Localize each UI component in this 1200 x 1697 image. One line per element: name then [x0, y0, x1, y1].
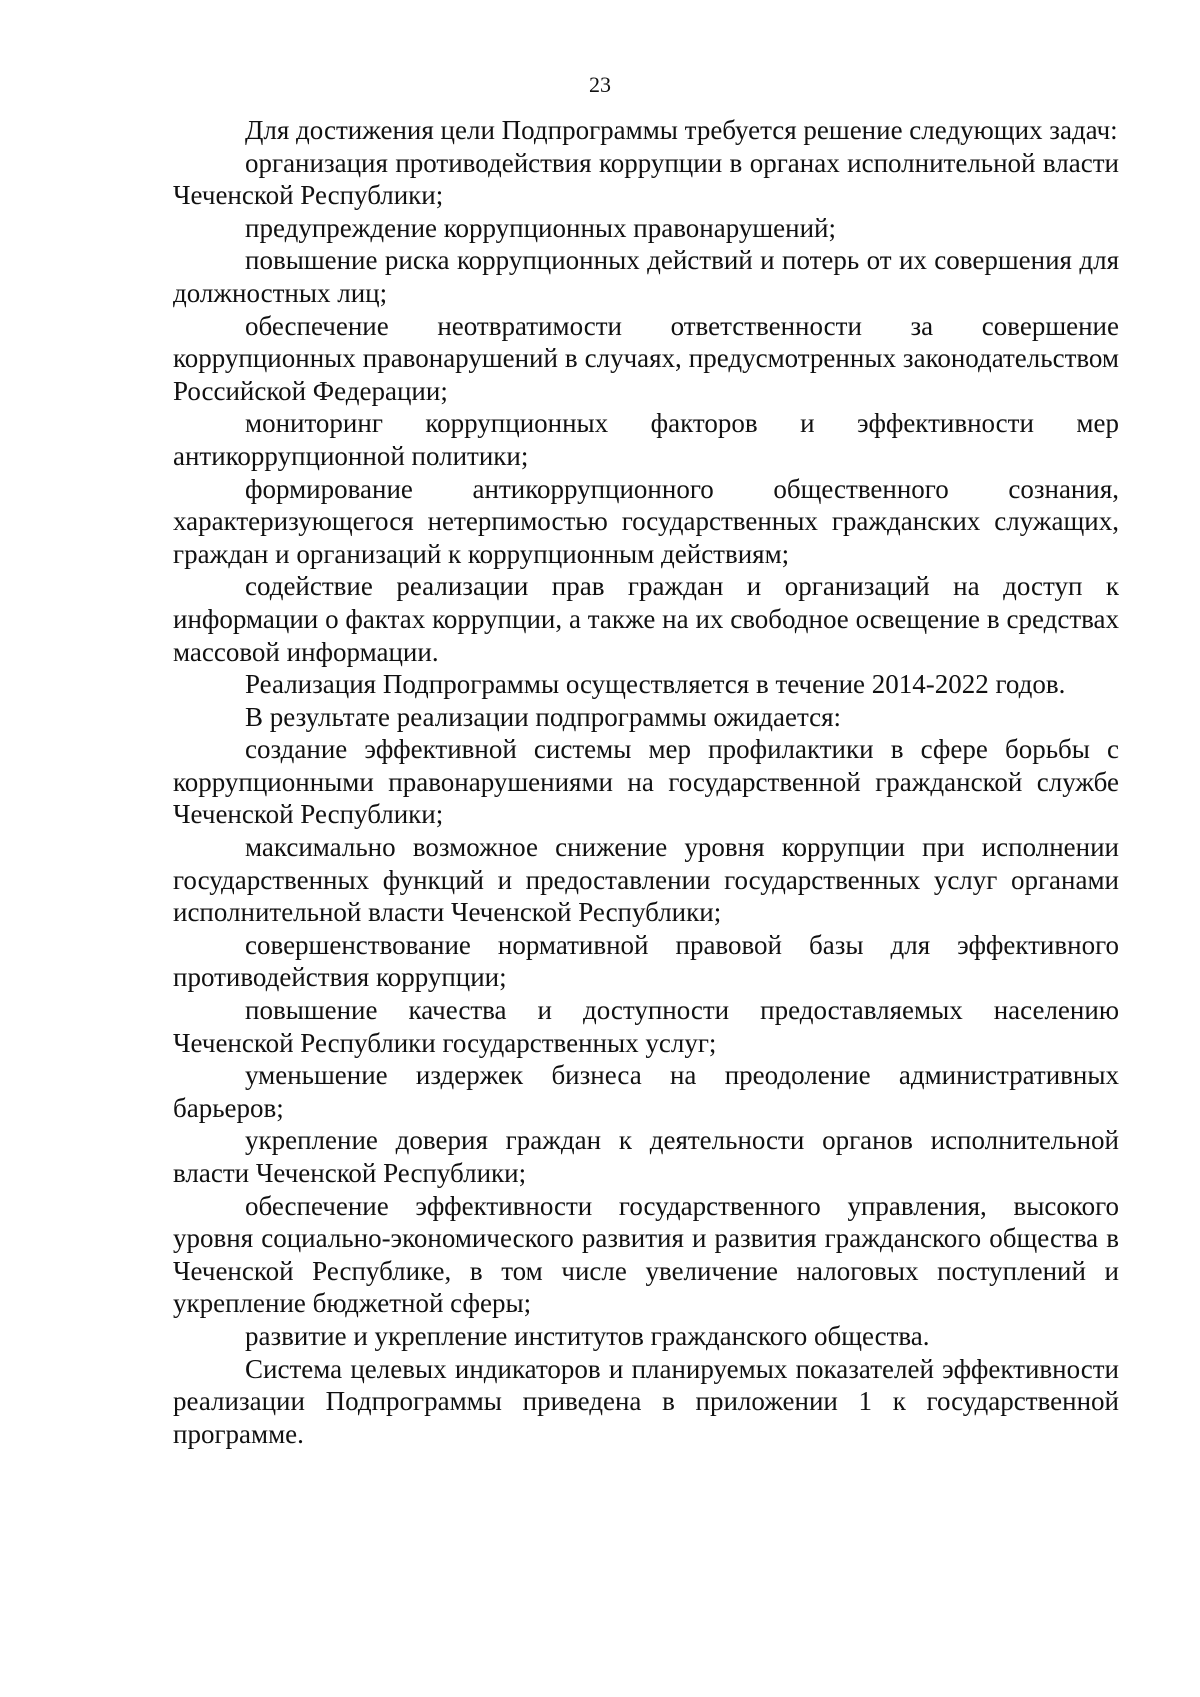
- paragraph-task: повышение риска коррупционных действий и потерь от их совершения для должностных лиц;: [173, 245, 1119, 308]
- paragraph-result: максимально возможное снижение уровня коррупции при исполнении государственных функций и предоставлении государственных услуг органами исполнительной власти Чеченской Республики;: [173, 832, 1119, 928]
- paragraph-task: обеспечение неотвратимости ответственности за совершение коррупционных правонарушений в случаях, предусмотренных законодательством Российской Федерации;: [173, 310, 1119, 406]
- paragraph-results-intro: В результате реализации подпрограммы ожидается:: [245, 701, 842, 732]
- document-body: [173, 114, 1119, 1450]
- paragraph-task: организация противодействия коррупции в органах исполнительной власти Чеченской Республики;: [173, 147, 1119, 211]
- paragraph-result: развитие и укрепление институтов гражданского общества.: [245, 1320, 930, 1351]
- page-number: 23: [589, 72, 611, 97]
- paragraph-result: совершенствование нормативной правовой базы для эффективного противодействия коррупции;: [173, 929, 1119, 993]
- paragraph-task: мониторинг коррупционных факторов и эффективности мер антикоррупционной политики;: [173, 408, 1119, 471]
- paragraph-result: обеспечение эффективности государственного управления, высокого уровня социально-экономического развития и развития гражданского общества в Чеченской Республике, в том числе увеличение налоговых поступлений и укрепление бюджетной сферы;: [173, 1190, 1119, 1319]
- paragraph-task: формирование антикоррупционного общественного сознания, характеризующегося нетерпимостью государственных гражданских служащих, граждан и организаций к коррупционным действиям;: [173, 473, 1119, 569]
- paragraph-result: уменьшение издержек бизнеса на преодоление административных барьеров;: [173, 1060, 1119, 1123]
- paragraph-result: повышение качества и доступности предоставляемых населению Чеченской Республики государственных услуг;: [173, 995, 1119, 1058]
- paragraph-period: Реализация Подпрограммы осуществляется в течение 2014-2022 годов.: [245, 669, 1066, 700]
- paragraph-task: содействие реализации прав граждан и организаций на доступ к информации о фактах коррупции, а также на их свободное освещение в средствах массовой информации.: [173, 571, 1119, 667]
- paragraph-indicators: Система целевых индикаторов и планируемых показателей эффективности реализации Подпрограммы приведена в приложении 1 к государственной программе.: [173, 1353, 1119, 1449]
- paragraph-intro: Для достижения цели Подпрограммы требуется решение следующих задач:: [245, 115, 1118, 145]
- paragraph-result: создание эффективной системы мер профилактики в сфере борьбы с коррупционными правонарушениями на государственной гражданской службе Чеченской Республики;: [173, 734, 1119, 830]
- paragraph-result: укрепление доверия граждан к деятельности органов исполнительной власти Чеченской Республики;: [173, 1125, 1119, 1188]
- paragraph-task: предупреждение коррупционных правонарушений;: [245, 212, 836, 243]
